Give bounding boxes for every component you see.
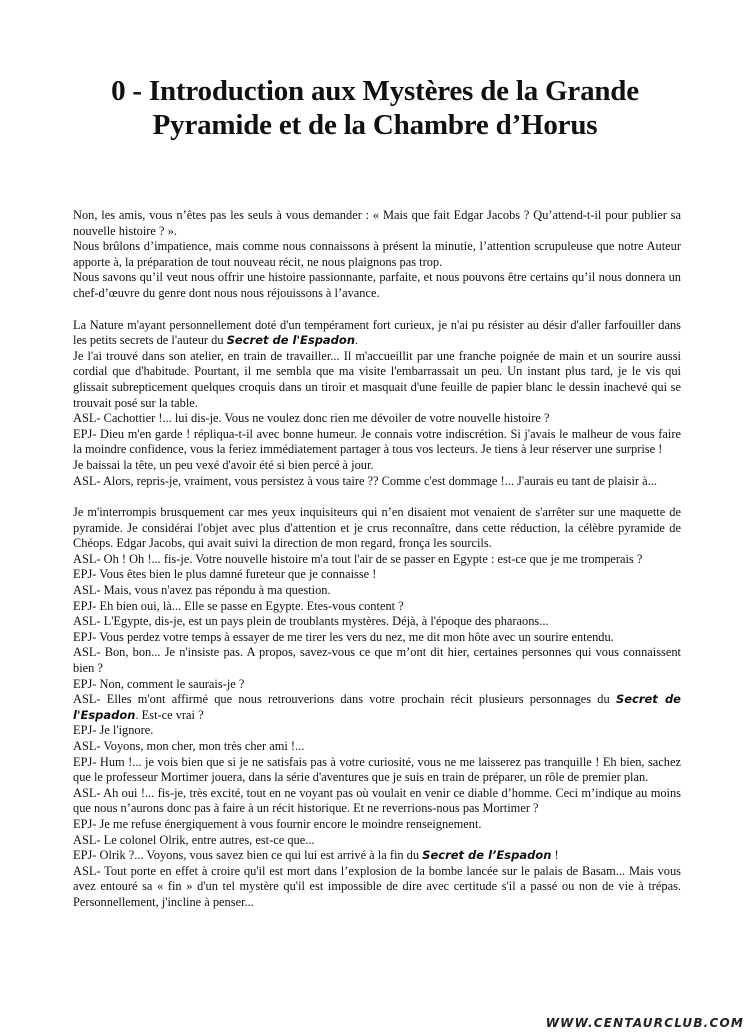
paragraph-text: . bbox=[355, 333, 359, 348]
dialogue-line: ASL- L'Egypte, dis-je, est un pays plein de troublants mystères. Déjà, à l'époque des pharaons... bbox=[73, 614, 549, 629]
paragraph: Je baissai la tête, un peu vexé d'avoir été si bien percé à jour. bbox=[73, 457, 374, 472]
paragraph-text: ASL- Elles m'ont affirmé que nous retrouverions dans votre prochain récit plusieurs personnages du bbox=[73, 692, 616, 707]
dialogue-line: ASL- Voyons, mon cher, mon très cher ami !... bbox=[73, 739, 305, 753]
dialogue-line: ASL- Cachottier !... lui dis-je. Vous ne voulez donc rien me dévoiler de votre nouvelle histoire ? bbox=[73, 411, 550, 426]
paragraph-text: . Est-ce vrai ? bbox=[135, 707, 204, 722]
dialogue-line: ASL- Le colonel Olrik, entre autres, est-ce que... bbox=[73, 832, 315, 847]
paragraph: Non, les amis, vous n’êtes pas les seuls à vous demander : « Mais que fait Edgar Jacobs ? Qu’attend-t-il pour publier sa nouvelle histoire ? ». bbox=[73, 208, 681, 238]
dialogue-line: ASL- Tout porte en effet à croire qu'il est mort dans l’explosion de la bombe lancée sur le palais de Basam... Mais vous avez entouré sa « fin » d'un tel mystère qu'il est impossible de dire avec certitude s'il a passé ou non de vie à trépas. Personnellement, j'incline à penser... bbox=[73, 863, 681, 909]
paragraph: Je l'ai trouvé dans son atelier, en train de travailler... Il m'accueillit par une franche poignée de main et un sourire aussi cordial que d'habitude. Pourtant, il me sembla que ma visite l'embarrassait un peu. Un instant plus tard, je le vis qui glissait subrepticement quelques croquis dans un tiroir et masquait d'une feuille de papier blanc le dessin inachevé qui se trouvait posé sur la table. bbox=[73, 348, 681, 410]
dialogue-line: EPJ- Je me refuse énergiquement à vous fournir encore le moindre renseignement. bbox=[73, 816, 482, 831]
dialogue-line: EPJ- Dieu m'en garde ! répliqua-t-il avec bonne humeur. Je connais votre indiscrétion. Si j'avais le malheur de vous faire la moindre confidence, vous la feriez immédiatement partager à tous vos lecteurs. Je tiens à leur réserver une surprise ! bbox=[73, 426, 681, 457]
website-footer: WWW.CENTAURCLUB.COM bbox=[545, 1016, 744, 1030]
dialogue-line: EPJ- Vous êtes bien le plus damné fureteur que je connaisse ! bbox=[73, 567, 377, 582]
book-title: Secret de l’Espadon bbox=[422, 848, 552, 863]
dialogue-line: ASL- Ah oui !... fis-je, très excité, tout en ne voyant pas où voulait en venir ce diable d’homme. Ceci m’indique au moins que nous n’aurons donc pas à faire à un récit historique. Et ne reverrions-nous pas Mortimer ? bbox=[73, 785, 681, 816]
dialogue-line bbox=[73, 848, 681, 864]
book-title: Secret de l'Espadon bbox=[73, 692, 681, 722]
dialogue-line: EPJ- Vous perdez votre temps à essayer de me tirer les vers du nez, me dit mon hôte avec un sourire entendu. bbox=[73, 629, 614, 644]
dialogue-line: EPJ- Eh bien oui, là... Elle se passe en Egypte. Etes-vous content ? bbox=[73, 598, 404, 613]
dialogue-line: ASL- Alors, repris-je, vraiment, vous persistez à vous taire ?? Comme c'est dommage !... J'aurais eu tant de plaisir à... bbox=[73, 473, 657, 488]
dialogue-line: ASL- Mais, vous n'avez pas répondu à ma question. bbox=[73, 583, 331, 598]
paragraph-text: EPJ- Olrik ?... Voyons, vous savez bien ce qui lui est arrivé à la fin du bbox=[73, 848, 423, 863]
paragraph: Nous brûlons d’impatience, mais comme nous connaissons à présent la minutie, l’attention scrupuleuse que notre Auteur apporte à, la préparation de tout nouveau récit, ne nous plaignons pas trop. bbox=[73, 239, 681, 269]
dialogue-line: ASL- Bon, bon... Je n'insiste pas. A propos, savez-vous ce que m’ont dit hier, certaines personnes qui vous connaissent bien ? bbox=[73, 645, 681, 676]
paragraph: Nous savons qu’il veut nous offrir une histoire passionnante, parfaite, et nous pouvons être certains qu’il nous donnera un chef-d’œuvre du genre dont nous nous réjouissons à l’avance. bbox=[73, 270, 681, 300]
paragraph bbox=[73, 318, 681, 349]
dialogue-line: EPJ- Non, comment le saurais-je ? bbox=[73, 676, 245, 691]
article-body bbox=[73, 208, 681, 911]
paragraph: Je m'interrompis brusquement car mes yeux inquisiteurs qui n’en disaient mot venaient de s'arrêter sur une maquette de pyramide. Je considérai l'objet avec plus d'attention et je crus reconnaître, dans cette réduction, la célèbre pyramide de Chéops. Edgar Jacobs, qui avait suivi la direction de mon regard, fronça les sourcils. bbox=[73, 505, 681, 551]
page-title bbox=[0, 74, 750, 142]
paragraph-text: La Nature m'ayant personnellement doté d'un tempérament fort curieux, je n'ai pu résister au désir d'aller farfouiller dans les petits secrets de l'auteur du bbox=[73, 317, 681, 348]
dialogue-line: EPJ- Hum !... je vois bien que si je ne satisfais pas à votre curiosité, vous ne me laisserez pas tranquille ! Eh bien, sachez que le professeur Mortimer jouera, dans la série d'aventures que je suis en train de préparer, un rôle de premier plan. bbox=[73, 754, 681, 785]
title-line-1: 0 - Introduction aux Mystères de la Grande bbox=[111, 75, 639, 107]
paragraph-text: ! bbox=[551, 848, 559, 863]
dialogue-line: ASL- Oh ! Oh !... fis-je. Votre nouvelle histoire m'a tout l'air de se passer en Egypte : est-ce que je me tromperais ? bbox=[73, 551, 643, 566]
book-title: Secret de l'Espadon bbox=[226, 333, 356, 348]
dialogue-line bbox=[73, 692, 681, 723]
title-line-2: Pyramide et de la Chambre d’Horus bbox=[152, 109, 598, 141]
dialogue-line: EPJ- Je l'ignore. bbox=[73, 723, 154, 738]
